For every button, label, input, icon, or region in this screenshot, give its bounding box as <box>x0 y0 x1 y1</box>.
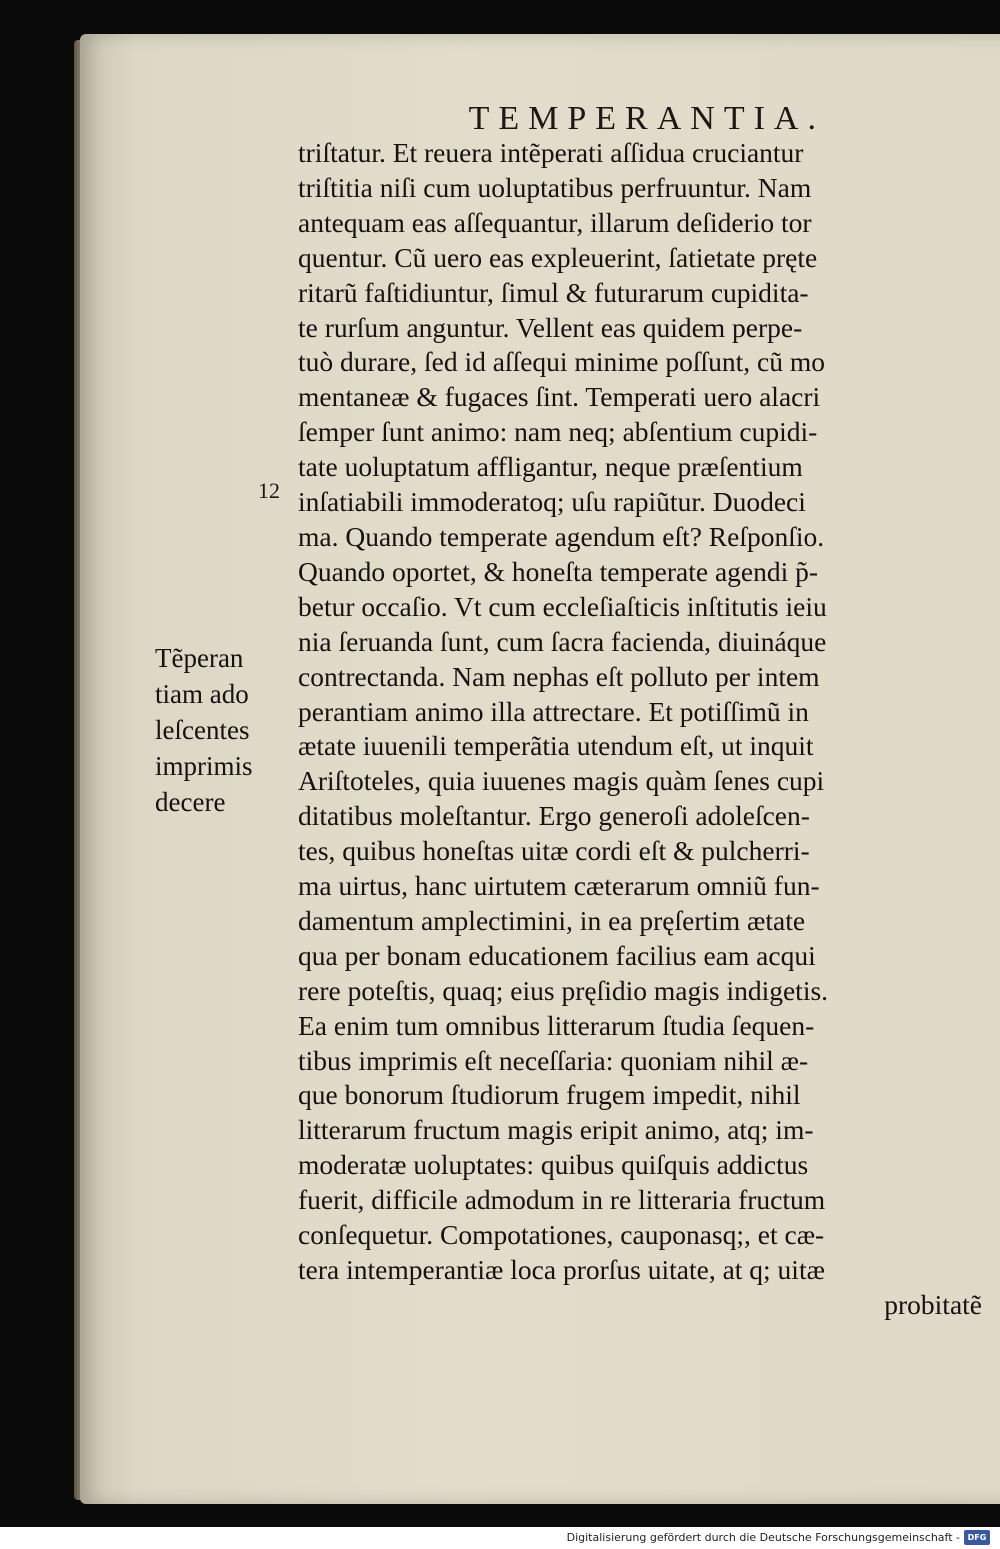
text-line: triſtatur. Et reuera intẽperati aſſidua cruciantur <box>298 137 804 168</box>
footer-credit: Digitalisierung gefördert durch die Deutsche Forschungsgemeinschaft - <box>566 1531 960 1544</box>
text-line: te rurſum anguntur. Vellent eas quidem perpe- <box>298 311 803 343</box>
margin-note <box>155 640 293 820</box>
catchword: probitatẽ <box>884 1288 982 1320</box>
text-line: betur occaſio. Vt cum eccleſiaſticis inſtitutis ieiu <box>298 590 827 622</box>
body-text <box>298 136 988 1323</box>
text-line: moderatæ uoluptates: quibus quiſquis addictus <box>298 1149 809 1181</box>
text-line: Ea enim tum omnibus litterarum ſtudia ſequen- <box>298 1009 815 1041</box>
footer-bar <box>0 1527 1000 1549</box>
text-line: ætate iuuenili temperãtia utendum eſt, ut inquit <box>298 730 814 762</box>
text-line: ma uirtus, hanc uirtutem cæterarum omniũ fun- <box>298 870 820 902</box>
running-header: TEMPERANTIA. <box>468 100 825 137</box>
text-line: tera intemperantiæ loca prorſus uitate, at q; uitæ <box>298 1254 825 1285</box>
text-line: quentur. Cũ uero eas expleuerint, ſatietate pręte <box>298 241 818 273</box>
text-line: Quando oportet, & honeſta temperate agendi p̃- <box>298 555 819 587</box>
footnote-number: 12 <box>258 478 280 503</box>
text-line: contrectanda. Nam nephas eſt polluto per intem <box>298 660 820 692</box>
text-line: ma. Quando temperate agendum eſt? Reſponſio. <box>298 520 825 552</box>
text-line: damentum amplectimini, in ea pręſertim ætate <box>298 904 806 936</box>
text-line: ſemper ſunt animo: nam neq; abſentium cupidi- <box>298 416 818 448</box>
text-line: tate uoluptatum affligantur, neque præſentium <box>298 451 803 483</box>
margin-note-line: imprimis <box>155 751 253 781</box>
dfg-logo-icon: DFG <box>964 1530 990 1545</box>
text-line: inſatiabili immoderatoq; uſu rapiũtur. Duodeci <box>298 486 806 518</box>
text-line: tibus imprimis eſt neceſſaria: quoniam nihil æ- <box>298 1044 809 1076</box>
text-line: ditatibus moleſtantur. Ergo generoſi adoleſcen- <box>298 800 810 832</box>
text-line: que bonorum ſtudiorum frugem impedit, nihil <box>298 1079 801 1111</box>
text-line: rere poteſtis, quaq; eius pręſidio magis indigetis. <box>298 974 829 1006</box>
text-line: mentaneæ & fugaces ſint. Temperati uero alacri <box>298 381 821 413</box>
margin-note-line: Tẽperan <box>155 643 244 673</box>
text-line: litterarum fructum magis eripit animo, atq; im- <box>298 1114 814 1146</box>
text-line: tuò durare, ſed id aſſequi minime poſſunt, cũ mo <box>298 346 825 378</box>
margin-note-line: decere <box>155 787 226 817</box>
text-line: Ariſtoteles, quia iuuenes magis quàm ſenes cupi <box>298 765 825 797</box>
margin-note-line: leſcentes <box>155 715 250 745</box>
text-line: fuerit, difficile admodum in re litteraria fructum <box>298 1184 826 1216</box>
margin-note-line: tiam ado <box>155 679 249 709</box>
text-line: conſequetur. Compotationes, cauponasq;, et cæ- <box>298 1219 825 1251</box>
text-line: ritarũ faſtidiuntur, ſimul & futurarum cupidita- <box>298 276 809 308</box>
text-line: tes, quibus honeſtas uitæ cordi eſt & pulcherri- <box>298 835 810 867</box>
text-line: triſtitia niſi cum uoluptatibus perfruuntur. Nam <box>298 171 812 203</box>
text-line: antequam eas aſſequantur, illarum deſiderio tor <box>298 206 812 238</box>
text-line: perantiam animo illa attrectare. Et potiſſimũ in <box>298 695 809 727</box>
text-line: qua per bonam educationem facilius eam acqui <box>298 939 816 971</box>
text-line: nia ſeruanda ſunt, cum ſacra facienda, diuináque <box>298 625 827 657</box>
